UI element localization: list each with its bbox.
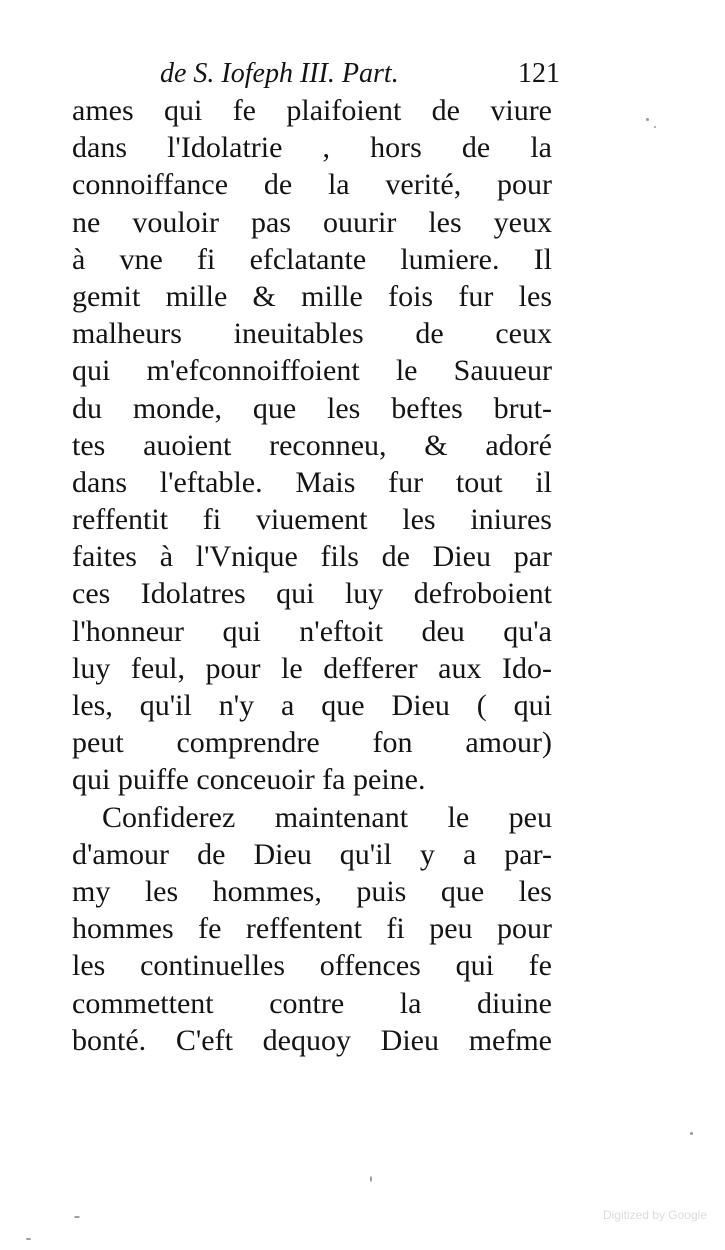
text-line: les continuelles offences qui fe: [72, 949, 552, 983]
ink-speck: [654, 126, 656, 128]
text-line: reffentit fi viuement les iniures: [72, 503, 552, 537]
ink-speck: [690, 1132, 693, 1135]
text-line: tes auoient reconneu, & adoré: [72, 428, 552, 462]
text-line: dans l'eftable. Mais fur tout il: [72, 465, 552, 499]
text-line: ne vouloir pas ouurir les yeux: [72, 205, 552, 239]
text-line: faites à l'Vnique fils de Dieu par: [72, 540, 552, 574]
text-line: connoiffance de la verité, pour: [72, 168, 552, 202]
text-line: qui puiffe conceuoir fa peine.: [72, 763, 426, 797]
text-line: du monde, que les beftes brut-: [72, 391, 552, 425]
text-line: l'honneur qui n'eftoit deu qu'a: [72, 614, 552, 648]
text-line: gemit mille & mille fois fur les: [72, 279, 552, 313]
text-line: luy feul, pour le defferer aux Ido-: [72, 651, 552, 685]
watermark: Digitized by Google: [602, 1208, 707, 1222]
running-head: [160, 54, 560, 94]
text-line: ces Idolatres qui luy defroboient: [72, 577, 552, 611]
text-line: hommes fe reffentent fi peu pour: [72, 912, 552, 946]
text-line: dans l'Idolatrie , hors de la: [72, 131, 552, 165]
text-line: à vne fi efclatante lumiere. Il: [72, 242, 552, 276]
text-line: malheurs ineuitables de ceux: [72, 317, 552, 351]
ink-speck: [646, 118, 649, 121]
text-line: Confiderez maintenant le peu: [102, 800, 552, 834]
body-text: [72, 92, 552, 1059]
ink-speck: [74, 1216, 80, 1218]
ink-speck: [26, 1238, 31, 1240]
page-number: 121: [518, 58, 560, 89]
text-line: peut comprendre fon amour): [72, 726, 552, 760]
text-line: ames qui fe plaifoient de viure: [72, 94, 552, 127]
text-line: qui m'efconnoiffoient le Sauueur: [72, 354, 552, 388]
text-line: commettent contre la diuine: [72, 986, 552, 1020]
running-head-title: de S. Iofeph III. Part.: [160, 58, 399, 89]
text-line: d'amour de Dieu qu'il y a par-: [72, 837, 552, 871]
paragraph: [72, 799, 552, 1059]
text-line: my les hommes, puis que les: [72, 874, 552, 908]
text-line: bonté. C'eft dequoy Dieu mefme: [72, 1023, 552, 1057]
paragraph: [72, 92, 552, 799]
ink-speck: [370, 1176, 372, 1182]
text-line: les, qu'il n'y a que Dieu ( qui: [72, 689, 552, 722]
